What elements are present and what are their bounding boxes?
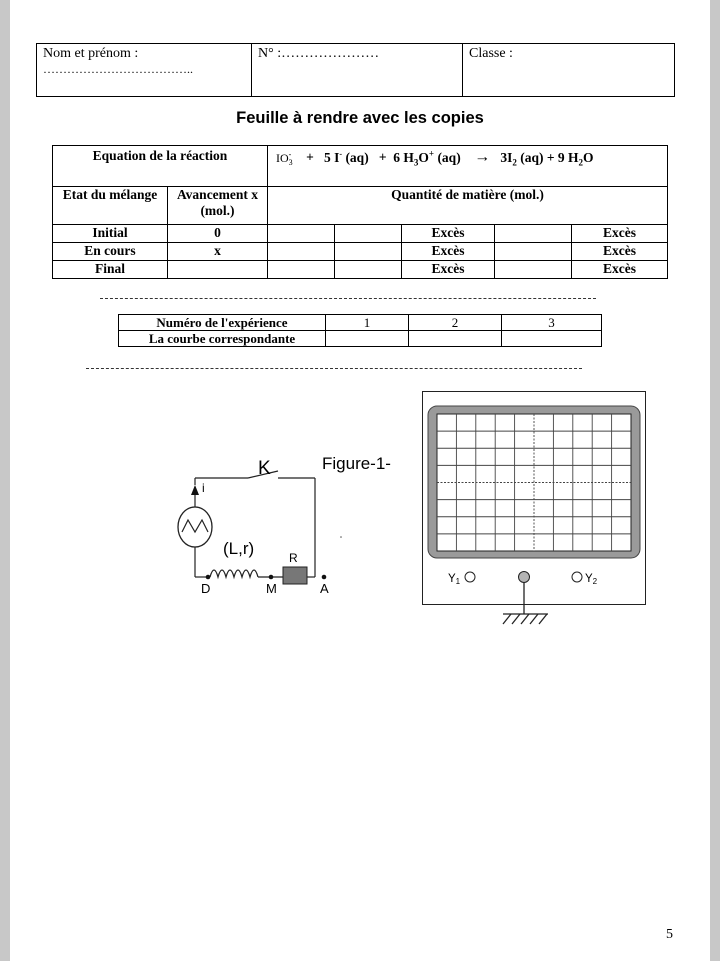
hydronium-formula: 6 H bbox=[393, 149, 414, 165]
iodide-term bbox=[324, 150, 369, 165]
node-m-label: M bbox=[266, 581, 277, 596]
row-excess: Excès bbox=[402, 225, 495, 243]
name-cell[interactable] bbox=[37, 44, 252, 97]
iodide-formula: 5 I bbox=[324, 149, 340, 165]
row-advance[interactable] bbox=[168, 261, 268, 279]
worksheet-page bbox=[10, 0, 710, 961]
experiment-number: 2 bbox=[409, 315, 502, 331]
ground-symbol-icon bbox=[503, 582, 548, 624]
row-state: En cours bbox=[53, 243, 168, 261]
table-row bbox=[53, 225, 668, 243]
hydronium-oxygen: O bbox=[418, 149, 429, 165]
channel2-label: Y2 bbox=[585, 573, 598, 586]
curve-answer-cell[interactable] bbox=[502, 331, 602, 347]
row-state: Final bbox=[53, 261, 168, 279]
experiment-number-label: Numéro de l'expérience bbox=[119, 315, 326, 331]
coil-label: (L,r) bbox=[223, 539, 255, 558]
student-info-table bbox=[36, 43, 675, 97]
oscilloscope bbox=[422, 391, 646, 605]
y2-input-icon[interactable] bbox=[572, 572, 582, 582]
table-row bbox=[53, 261, 668, 279]
number-cell[interactable] bbox=[252, 44, 463, 97]
page-title: Feuille à rendre avec les copies bbox=[236, 109, 484, 127]
equation-label: Equation de la réaction bbox=[53, 146, 268, 187]
row-excess: Excès bbox=[572, 261, 668, 279]
water-oxygen: O bbox=[583, 149, 594, 165]
row-state: Initial bbox=[53, 225, 168, 243]
blank-cell[interactable] bbox=[495, 261, 572, 279]
hydronium-subscript: 3 bbox=[413, 157, 419, 168]
hydronium-state: (aq) bbox=[434, 149, 461, 165]
name-label: Nom et prénom : bbox=[43, 46, 139, 61]
iodine-subscript: 2 bbox=[512, 157, 517, 168]
node-a-label: A bbox=[320, 581, 329, 596]
iodine-formula: 3I bbox=[500, 149, 513, 165]
iodate-subscript: 3 bbox=[288, 157, 293, 167]
iodate-ion bbox=[276, 151, 293, 165]
oscilloscope-drawing bbox=[423, 392, 645, 632]
experiment-number: 3 bbox=[502, 315, 602, 331]
figure-label: Figure-1- bbox=[322, 454, 391, 473]
col-advance-header: Avancement x (mol.) bbox=[168, 187, 268, 225]
class-label: Classe : bbox=[469, 46, 513, 61]
resistor-icon bbox=[283, 567, 307, 584]
current-arrow-icon bbox=[191, 485, 199, 495]
reaction-equation bbox=[268, 146, 668, 187]
dashed-separator bbox=[86, 368, 582, 369]
curve-answer-cell[interactable] bbox=[326, 331, 409, 347]
iodide-state: (aq) bbox=[342, 149, 369, 165]
row-advance: x bbox=[168, 243, 268, 261]
water-subscript: 2 bbox=[578, 157, 584, 168]
generator-icon bbox=[178, 507, 212, 547]
products-term bbox=[500, 149, 594, 168]
iodate-charge: - bbox=[288, 149, 292, 159]
reaction-arrow: → bbox=[474, 148, 491, 166]
blank-cell[interactable] bbox=[335, 243, 402, 261]
row-excess: Excès bbox=[572, 225, 668, 243]
current-label: i bbox=[202, 481, 205, 495]
name-dots: ……………………………….. bbox=[43, 62, 193, 76]
channel1-label: Y1 bbox=[448, 573, 461, 586]
blank-cell[interactable] bbox=[268, 261, 335, 279]
curve-answer-cell[interactable] bbox=[409, 331, 502, 347]
iodate-formula: IO bbox=[276, 150, 289, 165]
iodide-charge: - bbox=[339, 149, 343, 158]
ground-input-icon[interactable] bbox=[519, 572, 530, 583]
resistor-label: R bbox=[289, 551, 298, 565]
coil-icon bbox=[210, 570, 258, 577]
node-d-label: D bbox=[201, 581, 211, 596]
col-quantity-header: Quantité de matière (mol.) bbox=[268, 187, 668, 225]
page-number: 5 bbox=[666, 927, 673, 942]
curve-label: La courbe correspondante bbox=[119, 331, 326, 347]
hydronium-charge: + bbox=[428, 148, 435, 158]
hydronium-term bbox=[393, 148, 461, 168]
node-d-icon bbox=[206, 575, 211, 580]
blank-cell[interactable] bbox=[495, 225, 572, 243]
blank-cell[interactable] bbox=[268, 225, 335, 243]
switch-label: K bbox=[258, 458, 271, 479]
dashed-separator bbox=[100, 298, 596, 299]
row-excess: Excès bbox=[402, 243, 495, 261]
col-state-header: Etat du mélange bbox=[53, 187, 168, 225]
plus-sign: + bbox=[306, 149, 314, 165]
plus-sign-2: + bbox=[378, 149, 387, 165]
experiment-table bbox=[118, 314, 602, 347]
blank-cell[interactable] bbox=[268, 243, 335, 261]
experiment-number: 1 bbox=[326, 315, 409, 331]
node-m-icon bbox=[269, 575, 274, 580]
row-excess: Excès bbox=[572, 243, 668, 261]
node-a-icon bbox=[322, 575, 327, 580]
iodine-state: (aq) + 9 H bbox=[516, 149, 579, 165]
number-label: N° :………………… bbox=[258, 46, 380, 61]
y1-input-icon[interactable] bbox=[465, 572, 475, 582]
table-row bbox=[53, 243, 668, 261]
class-cell[interactable] bbox=[463, 44, 675, 97]
row-excess: Excès bbox=[402, 261, 495, 279]
blank-cell[interactable] bbox=[335, 261, 402, 279]
reaction-progress-table bbox=[52, 145, 668, 279]
blank-cell[interactable] bbox=[495, 243, 572, 261]
row-advance: 0 bbox=[168, 225, 268, 243]
blank-cell[interactable] bbox=[335, 225, 402, 243]
circuit-diagram bbox=[170, 445, 410, 605]
